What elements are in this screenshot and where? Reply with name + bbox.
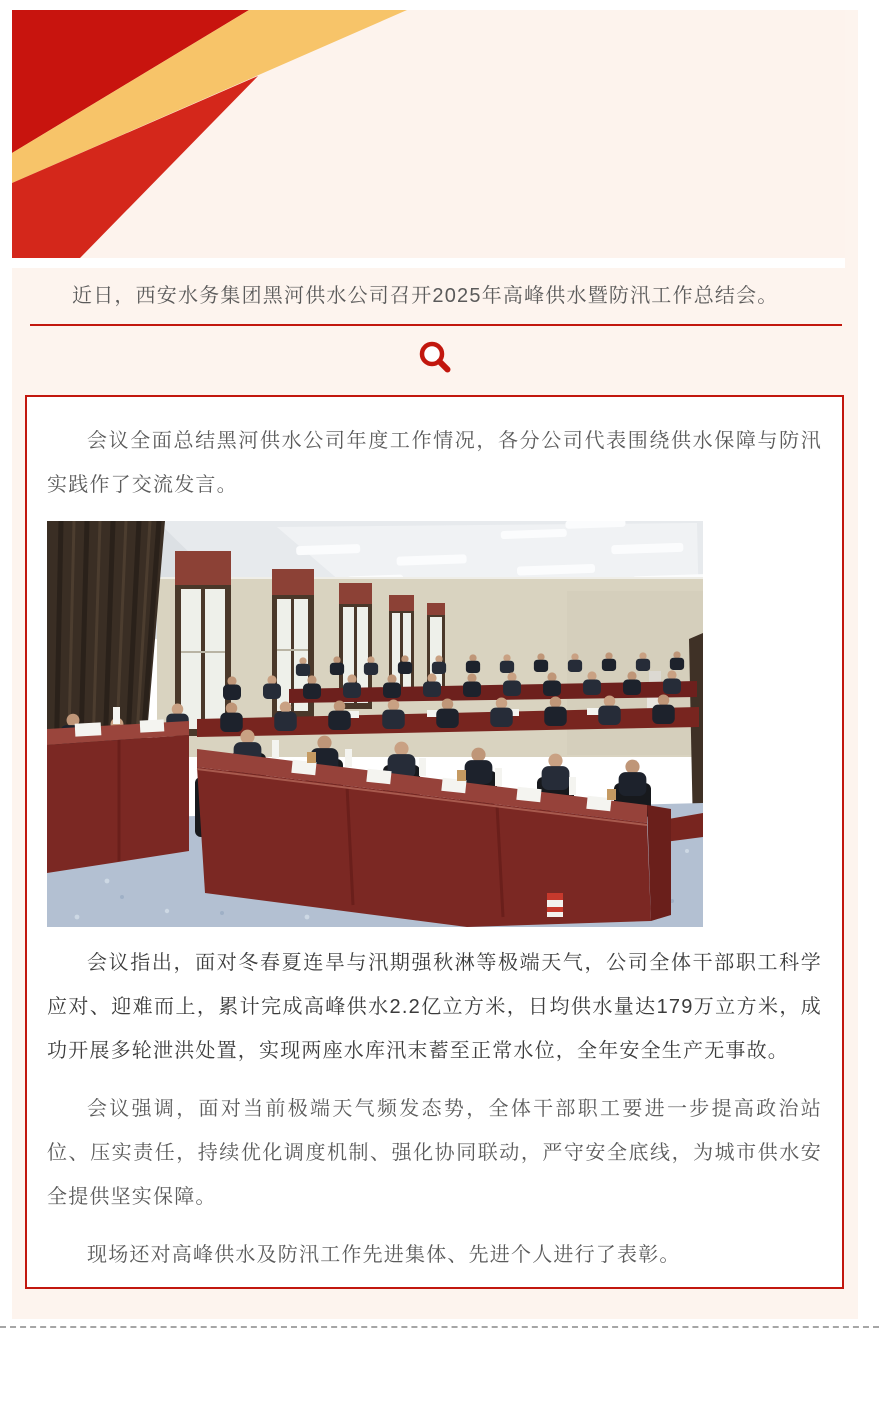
paragraph: 会议全面总结黑河供水公司年度工作情况，各分公司代表围绕供水保障与防汛实践作了交流发言。 (47, 430, 822, 496)
banner-graphic (12, 10, 845, 258)
red-divider (30, 324, 842, 326)
meeting-photo[interactable] (47, 521, 703, 927)
magnifier-icon (415, 338, 455, 378)
content-box (25, 395, 844, 1289)
banner-bottom-strip (12, 258, 845, 268)
icon-row (12, 338, 858, 378)
paragraph: 现场还对高峰供水及防汛工作先进集体、先进个人进行了表彰。 (87, 1244, 681, 1266)
intro-wrap (12, 268, 858, 318)
paragraph: 会议强调，面对当前极端天气频发态势，全体干部职工要进一步提高政治站位、压实责任，持续优化调度机制、强化协同联动，严守安全底线，为城市供水安全提供坚实保障。 (47, 1098, 822, 1208)
article-section (12, 10, 858, 1319)
paragraph: 会议指出，面对冬春夏连旱与汛期强秋淋等极端天气，公司全体干部职工科学应对、迎难而上，累计完成高峰供水2.2亿立方米，日均供水量达179万立方米，成功开展多轮泄洪处置，实现两座水库汛末蓄至正常水位，全年安全生产无事故。 (47, 952, 822, 1062)
bottom-dashed-separator (0, 1326, 879, 1328)
intro-paragraph: 近日，西安水务集团黑河供水公司召开2025年高峰供水暨防汛工作总结会。 (72, 285, 779, 307)
meeting-photo-graphic (47, 521, 703, 927)
